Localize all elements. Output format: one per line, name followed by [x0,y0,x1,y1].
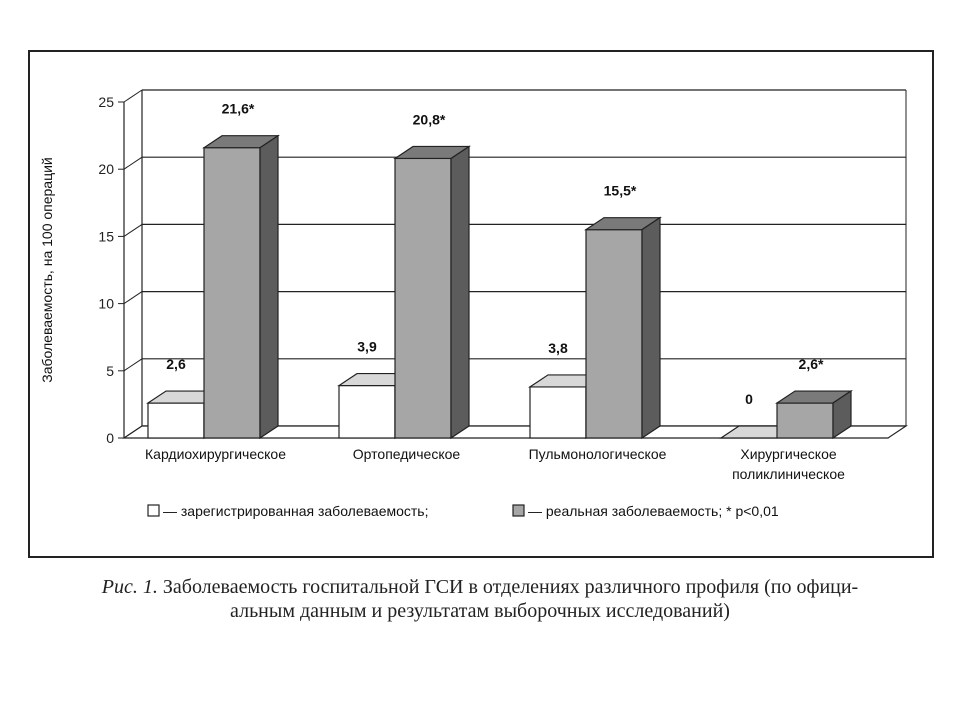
grid-diagonal [124,157,142,169]
legend-swatch-registered [148,505,159,516]
caption-line-1 [0,575,960,599]
y-tick-label: 5 [106,362,114,379]
bar-front [339,386,395,438]
bar-side [642,218,660,438]
data-label: 0 [745,391,753,407]
bar-front [204,148,260,438]
data-label: 3,9 [357,338,377,355]
grid-diagonal [124,224,142,236]
data-label: 15,5* [603,182,637,199]
caption-line-2: альным данным и результатам выборочных исследований) [230,600,730,622]
bar-front [530,387,586,438]
y-tick-label: 0 [106,430,114,446]
legend-swatch-real [513,505,524,516]
bar-front [395,158,451,438]
bar-front [148,403,204,438]
data-label: 2,6 [166,356,186,373]
category-label: Кардиохирургическое [145,446,286,462]
figure-caption [0,575,960,623]
chart-frame [28,50,934,558]
bar-chart [30,52,932,556]
data-label: 20,8* [412,111,446,128]
legend-label-registered: — зарегистрированная заболеваемость; [163,503,429,519]
bar-side [260,136,278,438]
caption-figure-label: Рис. 1. [101,576,158,598]
grid-diagonal [124,90,142,102]
y-tick-label: 25 [98,94,114,110]
data-label: 3,8 [548,339,568,356]
y-tick-label: 20 [98,161,114,178]
legend-label-real: — реальная заболеваемость; * p<0,01 [528,503,779,519]
caption-text-1: Заболеваемость госпитальной ГСИ в отделениях различного профиля (по офици- [162,576,859,598]
grid-diagonal [124,359,142,371]
bar-side [451,146,469,438]
data-label: 2,6* [798,356,824,373]
category-label: Ортопедическое [352,446,461,462]
category-label: поликлиническое [732,466,845,482]
grid-diagonal [124,292,142,304]
y-axis-title: Заболеваемость, на 100 операций [39,157,55,383]
y-tick-label: 10 [98,295,114,312]
data-label: 21,6* [221,100,255,117]
category-label: Пульмонологическое [528,446,667,462]
bar-front [586,230,642,438]
category-label: Хирургическое [740,446,837,462]
y-tick-label: 15 [98,228,114,245]
bar-front [777,403,833,438]
